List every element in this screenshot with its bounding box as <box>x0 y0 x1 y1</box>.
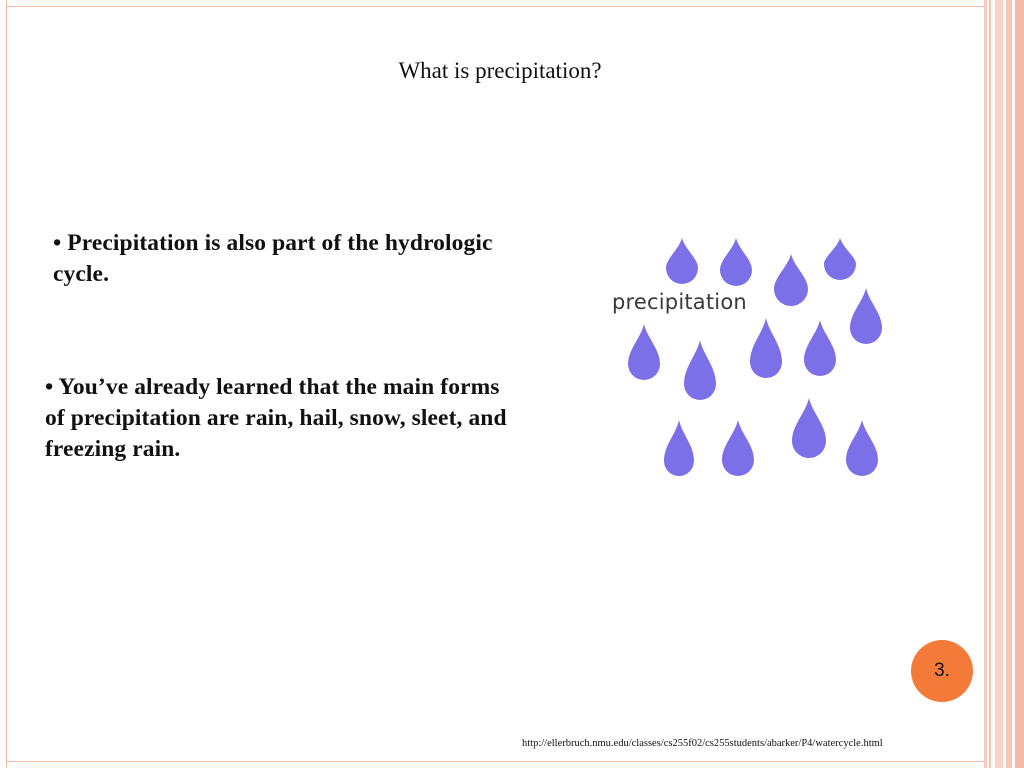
precipitation-figure <box>612 238 887 483</box>
stripe <box>995 0 1003 768</box>
frame-left-line <box>6 0 7 768</box>
figure-label: precipitation <box>612 290 747 314</box>
raindrop-icon <box>792 398 826 458</box>
raindrops-illustration <box>612 238 887 483</box>
raindrop-icon <box>804 320 836 376</box>
source-url[interactable]: http://ellerbruch.nmu.edu/classes/cs255f02/cs255students/abarker/P4/watercycle.html <box>522 738 883 749</box>
decorative-stripes <box>984 0 1024 768</box>
raindrop-icon <box>846 420 878 476</box>
raindrop-icon <box>824 238 856 280</box>
raindrop-icon <box>722 420 754 476</box>
raindrop-icon <box>666 238 698 284</box>
raindrop-icon <box>750 318 782 378</box>
frame-bottom-line <box>6 761 984 762</box>
raindrop-icon <box>664 420 694 476</box>
raindrop-icon <box>720 238 752 286</box>
stripe <box>1015 0 1024 768</box>
stripe <box>984 0 987 768</box>
bullet-hydrologic-cycle: • Precipitation is also part of the hydrologic cycle. <box>53 230 493 287</box>
page-number-badge: 3. <box>911 640 973 702</box>
bullet-forms-of-precipitation: • You’ve already learned that the main forms of precipitation are rain, hail, snow, sleet, and freezing rain. <box>45 374 507 462</box>
frame-top-line <box>6 6 984 7</box>
raindrop-icon <box>850 288 882 344</box>
stripe <box>1006 0 1012 768</box>
slide-title: What is precipitation? <box>398 58 602 83</box>
raindrop-icon <box>774 254 808 306</box>
stripe <box>989 0 991 768</box>
raindrop-icon <box>628 324 660 380</box>
raindrop-icon <box>684 340 716 400</box>
